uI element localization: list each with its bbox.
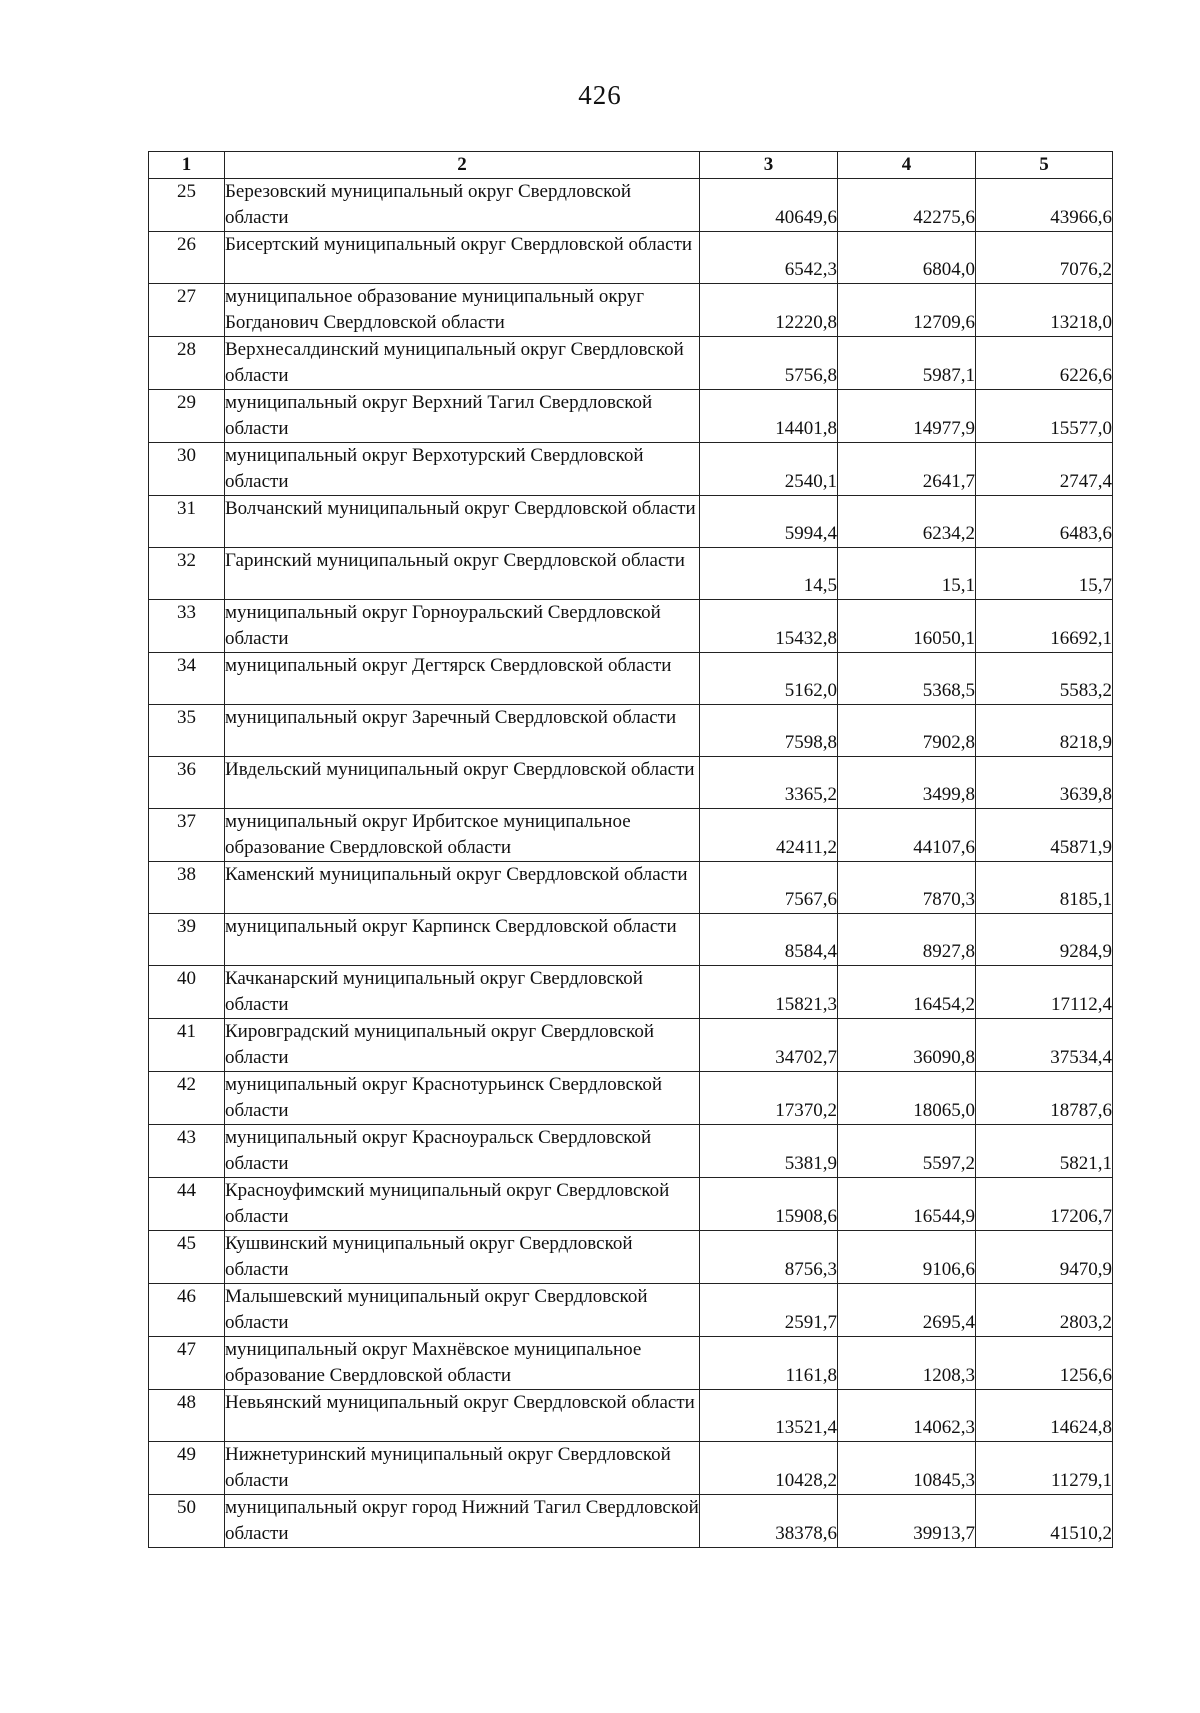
value-col-5: 1256,6 (976, 1337, 1113, 1390)
table-row (149, 179, 1113, 232)
table-row (149, 914, 1113, 966)
value-col-5: 7076,2 (976, 232, 1113, 284)
value-col-4: 7870,3 (838, 862, 976, 914)
value-col-5: 15,7 (976, 548, 1113, 600)
value-col-4: 18065,0 (838, 1072, 976, 1125)
municipality-name: Бисертский муниципальный округ Свердловской области (225, 232, 700, 284)
value-col-5: 16692,1 (976, 600, 1113, 653)
table-row (149, 809, 1113, 862)
municipality-name: муниципальный округ Карпинск Свердловской области (225, 914, 700, 966)
value-col-5: 2803,2 (976, 1284, 1113, 1337)
value-col-3: 6542,3 (700, 232, 838, 284)
value-col-4: 16454,2 (838, 966, 976, 1019)
value-col-3: 2540,1 (700, 443, 838, 496)
value-col-5: 45871,9 (976, 809, 1113, 862)
municipality-name: муниципальный округ Верхний Тагил Свердловской области (225, 390, 700, 443)
value-col-3: 8756,3 (700, 1231, 838, 1284)
municipality-name: Качканарский муниципальный округ Свердловской области (225, 966, 700, 1019)
value-col-4: 14062,3 (838, 1390, 976, 1442)
value-col-4: 6234,2 (838, 496, 976, 548)
value-col-3: 5162,0 (700, 653, 838, 705)
row-number: 26 (149, 232, 225, 284)
value-col-5: 9284,9 (976, 914, 1113, 966)
value-col-4: 12709,6 (838, 284, 976, 337)
value-col-4: 16050,1 (838, 600, 976, 653)
table-row (149, 284, 1113, 337)
row-number: 42 (149, 1072, 225, 1125)
value-col-4: 14977,9 (838, 390, 976, 443)
column-header: 4 (838, 152, 976, 179)
row-number: 50 (149, 1495, 225, 1548)
municipality-name: муниципальный округ город Нижний Тагил Свердловской области (225, 1495, 700, 1548)
column-header: 3 (700, 152, 838, 179)
value-col-4: 2641,7 (838, 443, 976, 496)
municipality-name: Невьянский муниципальный округ Свердловской области (225, 1390, 700, 1442)
table-row (149, 337, 1113, 390)
row-number: 30 (149, 443, 225, 496)
value-col-3: 5756,8 (700, 337, 838, 390)
value-col-5: 14624,8 (976, 1390, 1113, 1442)
row-number: 41 (149, 1019, 225, 1072)
value-col-4: 5368,5 (838, 653, 976, 705)
value-col-5: 11279,1 (976, 1442, 1113, 1495)
table-body (149, 179, 1113, 1548)
value-col-3: 5381,9 (700, 1125, 838, 1178)
value-col-4: 3499,8 (838, 757, 976, 809)
value-col-4: 44107,6 (838, 809, 976, 862)
municipality-name: муниципальный округ Краснотурьинск Свердловской области (225, 1072, 700, 1125)
value-col-5: 17206,7 (976, 1178, 1113, 1231)
table-row (149, 232, 1113, 284)
value-col-3: 8584,4 (700, 914, 838, 966)
municipality-name: Волчанский муниципальный округ Свердловской области (225, 496, 700, 548)
table-row (149, 1178, 1113, 1231)
municipality-name: Гаринский муниципальный округ Свердловской области (225, 548, 700, 600)
value-col-4: 42275,6 (838, 179, 976, 232)
row-number: 27 (149, 284, 225, 337)
table-row (149, 1390, 1113, 1442)
row-number: 32 (149, 548, 225, 600)
value-col-5: 9470,9 (976, 1231, 1113, 1284)
municipality-name: муниципальный округ Дегтярск Свердловской области (225, 653, 700, 705)
municipality-name: Кировградский муниципальный округ Свердловской области (225, 1019, 700, 1072)
table-row (149, 600, 1113, 653)
column-header: 1 (149, 152, 225, 179)
value-col-3: 38378,6 (700, 1495, 838, 1548)
value-col-3: 3365,2 (700, 757, 838, 809)
value-col-4: 39913,7 (838, 1495, 976, 1548)
row-number: 25 (149, 179, 225, 232)
value-col-5: 5583,2 (976, 653, 1113, 705)
value-col-5: 8218,9 (976, 705, 1113, 757)
value-col-3: 40649,6 (700, 179, 838, 232)
value-col-4: 7902,8 (838, 705, 976, 757)
value-col-4: 16544,9 (838, 1178, 976, 1231)
municipality-name: Нижнетуринский муниципальный округ Свердловской области (225, 1442, 700, 1495)
row-number: 34 (149, 653, 225, 705)
value-col-5: 6483,6 (976, 496, 1113, 548)
value-col-5: 8185,1 (976, 862, 1113, 914)
row-number: 28 (149, 337, 225, 390)
value-col-4: 15,1 (838, 548, 976, 600)
municipality-name: муниципальный округ Махнёвское муниципальное образование Свердловской области (225, 1337, 700, 1390)
row-number: 46 (149, 1284, 225, 1337)
table-row (149, 1019, 1113, 1072)
value-col-3: 7598,8 (700, 705, 838, 757)
municipality-name: Красноуфимский муниципальный округ Свердловской области (225, 1178, 700, 1231)
value-col-3: 2591,7 (700, 1284, 838, 1337)
value-col-3: 10428,2 (700, 1442, 838, 1495)
value-col-5: 5821,1 (976, 1125, 1113, 1178)
table-row (149, 1125, 1113, 1178)
value-col-5: 6226,6 (976, 337, 1113, 390)
row-number: 39 (149, 914, 225, 966)
row-number: 48 (149, 1390, 225, 1442)
row-number: 29 (149, 390, 225, 443)
value-col-3: 17370,2 (700, 1072, 838, 1125)
municipality-name: Ивдельский муниципальный округ Свердловской области (225, 757, 700, 809)
value-col-3: 15908,6 (700, 1178, 838, 1231)
row-number: 33 (149, 600, 225, 653)
table-row (149, 1495, 1113, 1548)
value-col-4: 8927,8 (838, 914, 976, 966)
municipality-name: Каменский муниципальный округ Свердловской области (225, 862, 700, 914)
value-col-5: 17112,4 (976, 966, 1113, 1019)
table-row (149, 1337, 1113, 1390)
municipality-name: муниципальный округ Красноуральск Свердловской области (225, 1125, 700, 1178)
value-col-4: 5987,1 (838, 337, 976, 390)
value-col-3: 42411,2 (700, 809, 838, 862)
value-col-5: 37534,4 (976, 1019, 1113, 1072)
row-number: 35 (149, 705, 225, 757)
value-col-3: 34702,7 (700, 1019, 838, 1072)
municipality-name: Березовский муниципальный округ Свердловской области (225, 179, 700, 232)
value-col-3: 14,5 (700, 548, 838, 600)
value-col-5: 41510,2 (976, 1495, 1113, 1548)
page-number: 426 (578, 80, 622, 110)
table-row (149, 1284, 1113, 1337)
value-col-4: 1208,3 (838, 1337, 976, 1390)
table-row (149, 862, 1113, 914)
value-col-5: 2747,4 (976, 443, 1113, 496)
municipality-name: муниципальный округ Заречный Свердловской области (225, 705, 700, 757)
table-row (149, 1072, 1113, 1125)
column-header: 5 (976, 152, 1113, 179)
row-number: 37 (149, 809, 225, 862)
value-col-5: 3639,8 (976, 757, 1113, 809)
table-row (149, 548, 1113, 600)
row-number: 47 (149, 1337, 225, 1390)
value-col-3: 14401,8 (700, 390, 838, 443)
row-number: 38 (149, 862, 225, 914)
row-number: 36 (149, 757, 225, 809)
value-col-3: 15821,3 (700, 966, 838, 1019)
municipality-name: муниципальный округ Верхотурский Свердловской области (225, 443, 700, 496)
value-col-4: 5597,2 (838, 1125, 976, 1178)
value-col-3: 1161,8 (700, 1337, 838, 1390)
value-col-4: 36090,8 (838, 1019, 976, 1072)
data-table (148, 151, 1113, 1548)
municipality-name: Кушвинский муниципальный округ Свердловской области (225, 1231, 700, 1284)
column-header: 2 (225, 152, 700, 179)
value-col-5: 15577,0 (976, 390, 1113, 443)
header-row (149, 152, 1113, 179)
table-row (149, 966, 1113, 1019)
table-row (149, 1231, 1113, 1284)
row-number: 40 (149, 966, 225, 1019)
value-col-5: 43966,6 (976, 179, 1113, 232)
municipality-name: Малышевский муниципальный округ Свердловской области (225, 1284, 700, 1337)
value-col-4: 9106,6 (838, 1231, 976, 1284)
table-row (149, 757, 1113, 809)
value-col-3: 5994,4 (700, 496, 838, 548)
value-col-3: 7567,6 (700, 862, 838, 914)
row-number: 45 (149, 1231, 225, 1284)
value-col-4: 6804,0 (838, 232, 976, 284)
municipality-name: муниципальный округ Горноуральский Свердловской области (225, 600, 700, 653)
value-col-5: 18787,6 (976, 1072, 1113, 1125)
municipality-name: Верхнесалдинский муниципальный округ Свердловской области (225, 337, 700, 390)
row-number: 31 (149, 496, 225, 548)
table-row (149, 390, 1113, 443)
row-number: 43 (149, 1125, 225, 1178)
value-col-4: 2695,4 (838, 1284, 976, 1337)
row-number: 49 (149, 1442, 225, 1495)
table-row (149, 705, 1113, 757)
municipality-name: муниципальный округ Ирбитское муниципальное образование Свердловской области (225, 809, 700, 862)
value-col-3: 15432,8 (700, 600, 838, 653)
value-col-3: 12220,8 (700, 284, 838, 337)
municipality-name: муниципальное образование муниципальный округ Богданович Свердловской области (225, 284, 700, 337)
table-row (149, 653, 1113, 705)
table-row (149, 1442, 1113, 1495)
row-number: 44 (149, 1178, 225, 1231)
value-col-3: 13521,4 (700, 1390, 838, 1442)
value-col-5: 13218,0 (976, 284, 1113, 337)
table-row (149, 496, 1113, 548)
table-row (149, 443, 1113, 496)
value-col-4: 10845,3 (838, 1442, 976, 1495)
